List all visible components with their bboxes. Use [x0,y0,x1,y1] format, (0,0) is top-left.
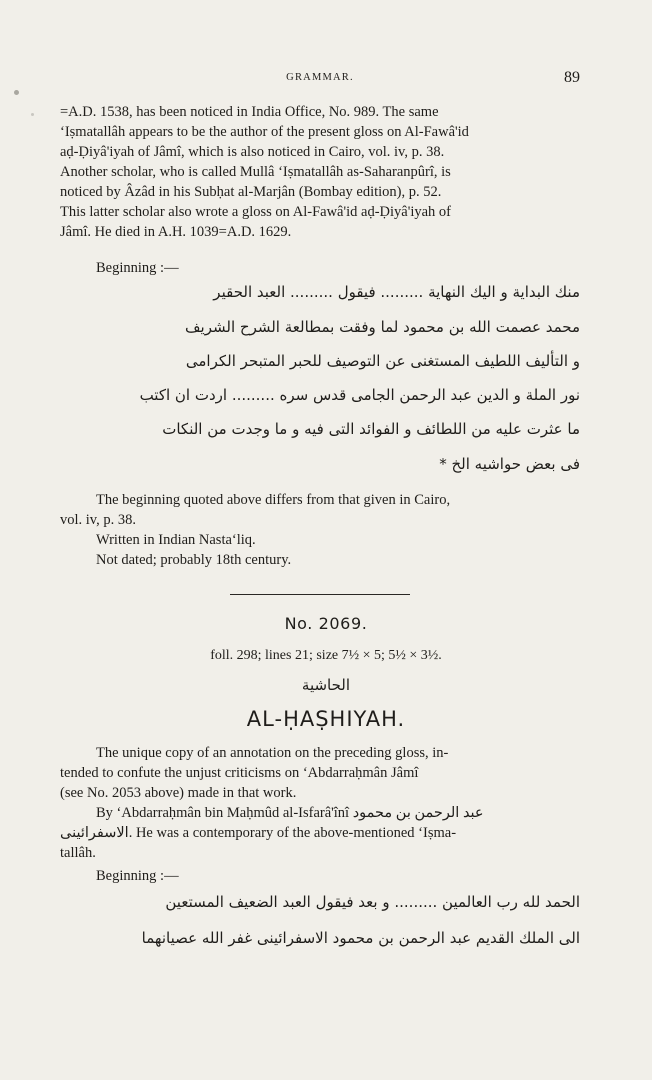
entry-number: No. 2069. [284,614,368,633]
text-line: الاسفرائينى. He was a contemporary of the above-mentioned ‘Iṣma- [60,825,457,841]
text-line: Jâmî. He died in A.H. 1039=A.D. 1629. [60,224,292,240]
ink-speck-decoration [14,90,19,95]
arabic-quote-line: منك البداية و اليك النهاية ......... فيقول ......... العبد الحقير [213,283,580,301]
description-paragraph [60,743,580,803]
text-line: ‘Iṣmatallâh appears to be the author of the present gloss on Al-Fawâ'id [60,124,469,140]
arabic-quote-line: ما عثرت عليه من اللطائف و الفوائد التى فيه و ما وجدت من النكات [162,420,580,438]
running-head: GRAMMAR. [286,72,354,83]
page-header [60,69,580,92]
ink-speck-decoration [31,113,34,116]
beginning-label: Beginning :— [96,260,179,276]
text-line: This latter scholar also wrote a gloss on Al-Fawâ'id aḍ-Ḍiyâ'iyah of [60,204,451,220]
notes-paragraph [60,490,580,570]
arabic-quote-line: الى الملك القديم عبد الرحمن بن محمود الاسفرائينى غفر الله عصيانهما [141,929,580,947]
text-line: aḍ-Ḍiyâ'iyah of Jâmî, which is also noticed in Cairo, vol. iv, p. 38. [60,144,445,160]
text-line: Written in Indian Nasta‘liq. [96,532,256,548]
page-number: 89 [564,69,580,86]
intro-paragraph [60,102,580,242]
arabic-quote-line: فى بعض حواشيه الخ * [439,455,580,473]
text-line: (see No. 2053 above) made in that work. [60,785,297,801]
text-line: Not dated; probably 18th century. [96,552,292,568]
arabic-quote-line: الحمد لله رب العالمين ......... و بعد فيقول العبد الضعيف المستعين [165,893,580,911]
text-line: tallâh. [60,845,96,861]
author-paragraph [60,803,580,863]
arabic-quote-line: محمد عصمت الله بن محمود لما وفقت بمطالعة الشرح الشريف [185,318,580,336]
text-line: Another scholar, who is called Mullâ ‘Iṣmatallâh as-Saharanpûrî, is [60,164,451,180]
arabic-quote-line: نور الملة و الدين عبد الرحمن الجامى قدس سره ......... اردت ان اكتب [139,386,580,404]
entry-details: foll. 298; lines 21; size 7½ × 5; 5½ × 3½. [210,648,442,663]
text-line: tended to confute the unjust criticisms on ‘Abdarraḥmân Jâmî [60,765,419,781]
section-divider [230,594,410,595]
text-line: vol. iv, p. 38. [60,512,136,528]
text-line: noticed by Âzâd in his Subḥat al-Marjân (Bombay edition), p. 52. [60,184,442,200]
text-line: By ‘Abdarraḥmân bin Maḥmûd al-Isfarâ'înî عبد الرحمن بن محمود [96,805,484,821]
text-line: The unique copy of an annotation on the preceding gloss, in- [96,745,449,761]
beginning-label-2: Beginning :— [96,868,179,884]
text-line: =A.D. 1538, has been noticed in India Office, No. 989. The same [60,104,439,120]
arabic-quote-line: و التأليف اللطيف المستغنى عن التوصيف للحبر المتبحر الكرامى [185,352,580,370]
text-line: The beginning quoted above differs from that given in Cairo, [96,492,451,508]
arabic-title: الحاشية [301,676,351,694]
entry-title: AL-ḤAṢHIYAH. [246,707,406,731]
